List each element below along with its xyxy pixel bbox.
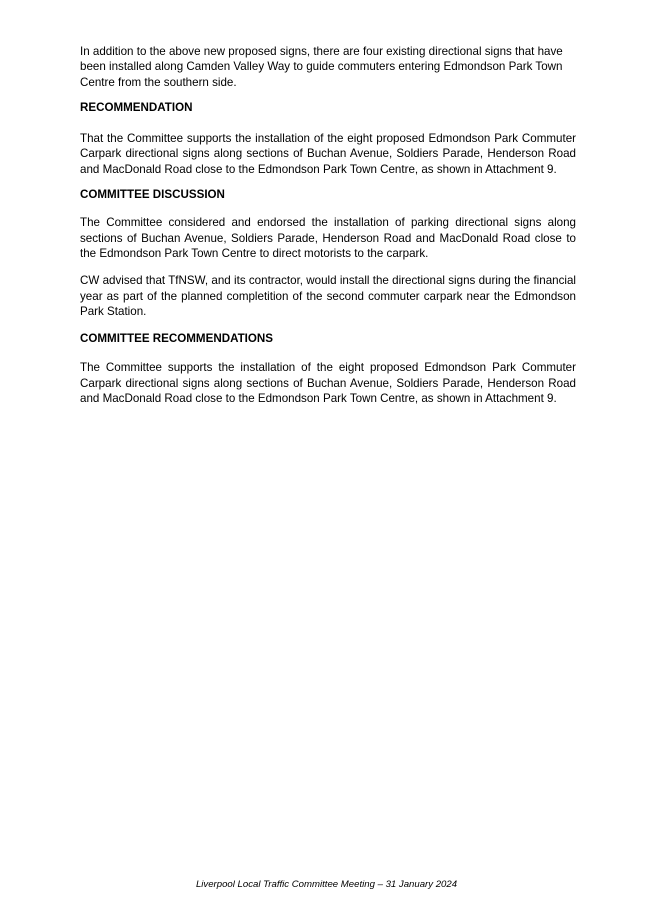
discussion-paragraph-1: The Committee considered and endorsed the installation of parking directional signs along sections of Buchan Avenue, Soldiers Parade, Henderson Road and MacDonald Road close to the Edmondson Park Town Centre to direct motorists to the carpark. (80, 216, 576, 260)
recommendation-paragraph: That the Committee supports the installation of the eight proposed Edmondson Park Commuter Carpark directional signs along sections of Buchan Avenue, Soldiers Parade, Henderson Road and MacDonald Road close to the Edmondson Park Town Centre, as shown in Attachment 9. (80, 132, 576, 176)
committee-discussion-heading: COMMITTEE DISCUSSION (80, 188, 225, 202)
discussion-paragraph-2: CW advised that TfNSW, and its contractor, would install the directional signs during the financial year as part of the planned completition of the second commuter carpark near the Edmondson Park Station. (80, 274, 576, 318)
recommendation-heading: RECOMMENDATION (80, 100, 193, 114)
committee-recommendations-heading: COMMITTEE RECOMMENDATIONS (80, 332, 274, 346)
committee-recommendations-paragraph: The Committee supports the installation of the eight proposed Edmondson Park Commuter Carpark directional signs along sections of Buchan Avenue, Soldiers Parade, Henderson Road and MacDonald Road close to the Edmondson Park Town Centre, as shown in Attachment 9. (80, 361, 576, 406)
document-body (80, 44, 576, 406)
intro-paragraph: In addition to the above new proposed signs, there are four existing directional signs that have been installed along Camden Valley Way to guide commuters entering Edmondson Park Town Centre from the southern side. (80, 45, 563, 89)
page-footer: Liverpool Local Traffic Committee Meeting – 31 January 2024 (195, 879, 458, 890)
